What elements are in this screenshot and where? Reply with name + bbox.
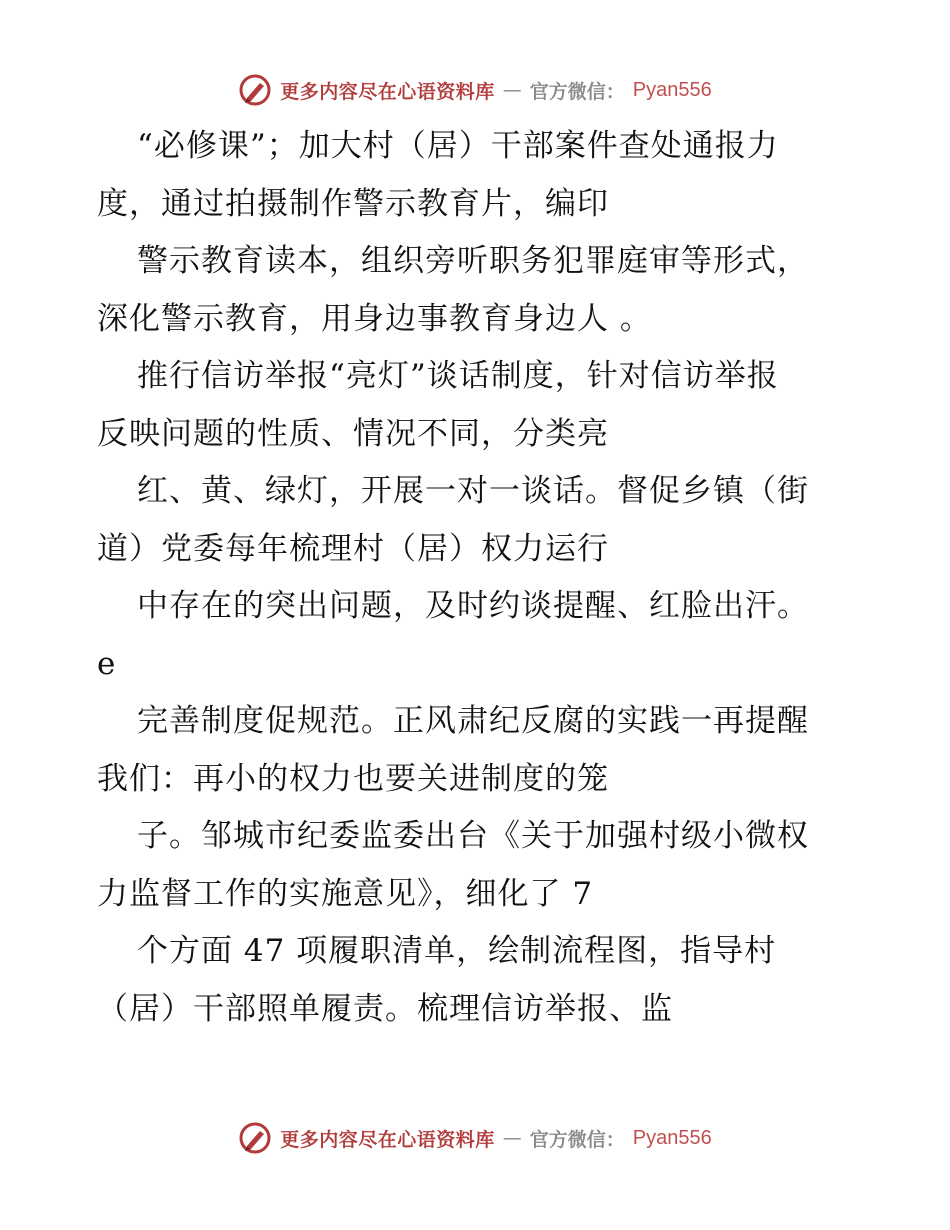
footer-banner xyxy=(0,1118,950,1158)
footer-wechat-label: 官方微信： xyxy=(529,1128,625,1151)
header-separator: — xyxy=(502,79,522,101)
body-line: 力监督工作的实施意见》，细化了 7 xyxy=(97,875,594,912)
pen-logo-icon xyxy=(238,73,272,107)
header-wechat-id: Pyan556 xyxy=(632,78,712,101)
body-line: 度，通过拍摄制作警示教育片，编印 xyxy=(97,185,609,222)
body-line: 警示教育读本，组织旁听职务犯罪庭审等形式， xyxy=(137,243,809,279)
footer-wechat-id: Pyan556 xyxy=(632,1126,712,1149)
header-banner xyxy=(0,70,950,110)
body-line: “必修课”；加大村（居）干部案件查处通报力 xyxy=(137,128,779,164)
body-line: 子。邹城市纪委监委出台《关于加强村级小微权 xyxy=(137,818,809,854)
body-line: e xyxy=(97,645,117,682)
document-body xyxy=(97,118,867,1038)
body-line: 道）党委每年梳理村（居）权力运行 xyxy=(97,530,609,567)
body-line: 反映问题的性质、情况不同，分类亮 xyxy=(97,415,609,452)
body-line: 我们：再小的权力也要关进制度的笼 xyxy=(97,760,609,797)
pen-logo-icon xyxy=(238,1121,272,1155)
body-line: 中存在的突出问题，及时约谈提醒、红脸出汗。 xyxy=(137,588,809,624)
body-line: 推行信访举报“亮灯”谈话制度，针对信访举报 xyxy=(137,358,779,394)
body-line: 完善制度促规范。正风肃纪反腐的实践一再提醒 xyxy=(137,703,809,739)
body-line: 个方面 47 项履职清单，绘制流程图，指导村 xyxy=(137,933,777,969)
footer-separator: — xyxy=(502,1127,522,1149)
footer-slogan: 更多内容尽在心语资料库 xyxy=(280,1128,495,1151)
header-slogan: 更多内容尽在心语资料库 xyxy=(280,80,495,103)
body-line: （居）干部照单履责。梳理信访举报、监 xyxy=(97,990,673,1027)
body-line: 深化警示教育，用身边事教育身边人 。 xyxy=(97,300,652,337)
body-line: 红、黄、绿灯，开展一对一谈话。督促乡镇（街 xyxy=(137,473,809,509)
header-wechat-label: 官方微信： xyxy=(529,80,625,103)
